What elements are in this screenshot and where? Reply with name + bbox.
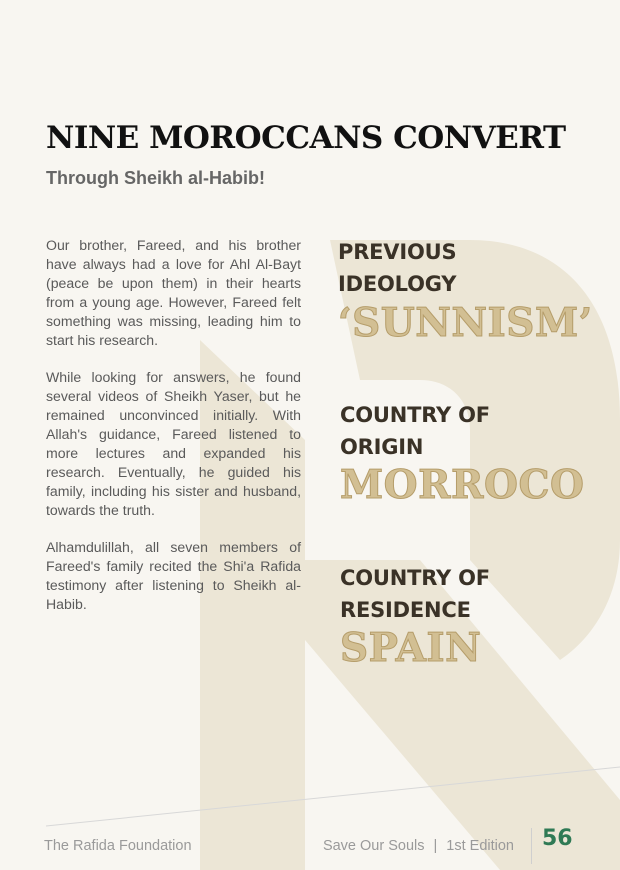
article-paragraph: Our brother, Fareed, and his brother have always had a love for Ahl Al-Bayt (peace be upon them) in their hearts from a young age. However, Fareed felt something was missing, leading him to start his research. <box>46 237 301 348</box>
fact-value-previous-ideology: ‘SUNNISM’ <box>338 300 593 346</box>
page-number-divider <box>531 828 532 864</box>
fact-label-country-residence-line1: COUNTRY OF <box>340 566 490 590</box>
page-subtitle: Through Sheikh al-Habib! <box>46 168 265 188</box>
footer-publication: Save Our Souls <box>322 838 425 854</box>
fact-value-country-residence: SPAIN <box>340 625 482 671</box>
fact-label-previous-ideology-line2: IDEOLOGY <box>338 272 457 296</box>
footer-publication-info <box>323 838 514 854</box>
fact-label-country-origin-line1: COUNTRY OF <box>340 403 490 427</box>
footer-organization: The Rafida Foundation <box>44 838 192 854</box>
footer-edition: 1st Edition <box>446 838 514 854</box>
page-number: 56 <box>542 826 573 851</box>
footer-separator: | <box>433 838 438 854</box>
fact-value-country-origin: MORROCO <box>340 462 585 508</box>
fact-label-previous-ideology-line1: PREVIOUS <box>338 240 457 264</box>
article-paragraph: Alhamdulillah, all seven members of Fareed's family recited the Shi'a Rafida testimony after listening to Sheikh al-Habib. <box>46 539 301 612</box>
fact-label-country-residence-line2: RESIDENCE <box>340 598 471 622</box>
page-title: NINE MOROCCANS CONVERT <box>46 120 566 156</box>
article-paragraph: While looking for answers, he found several videos of Sheikh Yaser, but he remained unconvinced initially. With Allah's guidance, Fareed listened to more lectures and expanded his research. Eventually, he guided his family, including his sister and husband, towards the truth. <box>46 369 301 518</box>
fact-label-country-origin-line2: ORIGIN <box>340 435 424 459</box>
